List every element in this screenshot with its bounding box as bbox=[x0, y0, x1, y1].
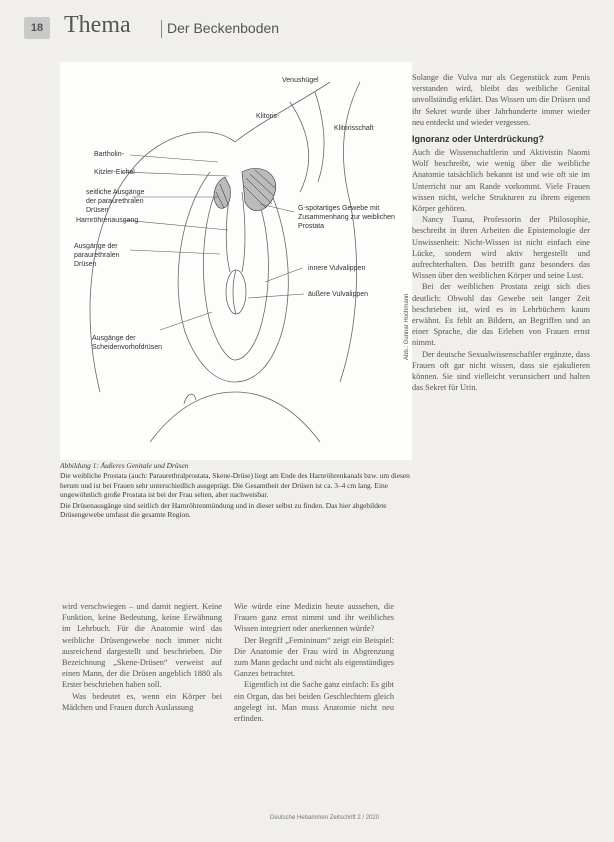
figure-label-kitzler-eichel: Kitzler-Eichel bbox=[94, 169, 135, 176]
body-column-left bbox=[62, 601, 222, 713]
page-footer: Deutsche Hebammen Zeitschrift 2 / 2020 bbox=[270, 815, 380, 821]
figure-label-druesenausgaenge: Ausgänge der Scheidenvorhofdrüsen bbox=[92, 335, 163, 351]
figure-label-bartholin: Bartholin- bbox=[94, 151, 124, 158]
caption-paragraph: Die weibliche Prostata (auch: Paraurethralprostata, Skene-Drüse) liegt am Ende des Harnröhrenkanals bzw. um diesen herum und ist bei Frauen sehr unterschiedlich ausgeprägt. Die Gesamtheit der Drüsen ist ca. 3–4 cm lang. Eine ungewöhnlich große Prostata ist bei der Frau selten, aber nachweisbar. bbox=[60, 471, 410, 500]
body-paragraph: Was bedeutet es, wenn ein Körper bei Mädchen und Frauen durch Auslassung bbox=[62, 691, 222, 712]
subheading: Ignoranz oder Unterdrückung? bbox=[412, 134, 545, 145]
body-paragraph: Eigentlich ist die Sache ganz einfach: Es gibt ein Organ, das bei beiden Geschlechtern gleich angelegt ist. Man muss Anatomie nicht neu erfinden. bbox=[234, 680, 394, 724]
caption-title: Abbildung 1: Äußeres Genitale und Drüsen bbox=[60, 461, 189, 470]
figure-label-innere-labien: innere Vulvalippen bbox=[308, 265, 366, 272]
header-divider bbox=[161, 20, 162, 38]
body-paragraph: Auch die Wissenschaftlerin und Aktivistin Naomi Wolf beschreibt, wie wenig über die weibliche Anatomie tatsächlich bekannt ist und wie oft sie im Unterricht nur am Rande vorkommt. Viele Frauen wissen nicht, welche Strukturen zu ihrem eigenen Körper gehören. bbox=[412, 148, 590, 214]
body-paragraph: Wie würde eine Medizin heute aussehen, die Frauen ganz ernst nimmt und ihr weibliches Wissen integriert oder anerkennen würde? bbox=[234, 602, 394, 634]
body-paragraph: Der Begriff „Femininum“ zeigt ein Beispiel: Die Anatomie der Frau wird in Abgrenzung zum Mann gedacht und nicht als eigenständiges Ganzes betrachtet. bbox=[234, 635, 394, 679]
page-number: 18 bbox=[24, 17, 50, 39]
body-paragraph: Nancy Tuana, Professorin der Philosophie, beschreibt in ihren Arbeiten die Epistemologie der Unwissenheit: Nicht-Wissen ist nicht einfach eine Lücke, sondern wird aktiv hergestellt und aufrechterhalten. Das betrifft ganz besonders das Wissen über den weiblichen Körper und seine Lust. bbox=[412, 215, 590, 281]
anatomy-figure bbox=[60, 62, 412, 460]
section-subtitle: Der Beckenboden bbox=[167, 20, 280, 36]
figure-label-klitoris: Klitoris- bbox=[256, 113, 280, 120]
body-paragraph: wird verschwiegen – und damit negiert. Keine Funktion, keine Bedeutung, keine Erwähnung im Lehrbuch. Für die Anatomie wird das weibliche Drüsengewebe noch immer nicht ausreichend dargestellt und beschrieben. Die Bezeichnung „Skene-Drüsen“ verweist auf einen Mann, der die Drüsen angeblich 1880 als Erster beschrieben haben soll. bbox=[62, 602, 222, 690]
figure-label-vagina: Klitorisschaft bbox=[334, 125, 374, 132]
figure-label-clitoris-top: Venushügel bbox=[282, 77, 319, 84]
figure-label-g-punkt: G-spotartiges Gewebe mit Zusammenhang zur weiblichen Prostata bbox=[298, 205, 395, 230]
page-header bbox=[14, 14, 604, 44]
body-column-right bbox=[412, 72, 590, 393]
figure-label-scheide-eingang: Ausgänge der paraurethralen Drüsen bbox=[74, 243, 120, 268]
section-title: Thema bbox=[64, 12, 131, 38]
body-paragraph: Der deutsche Sexualwissenschaftler ergänzte, dass Frauen oft gar nicht wissen, dass sie ejakulieren können. Sie sind vielleicht verunsichert und halten das Sekret für Urin. bbox=[412, 349, 590, 393]
body-paragraph: Bei der weiblichen Prostata zeigt sich dies deutlich: Obwohl das Gewebe seit langer Zeit beschrieben ist, wird es in Lehrbüchern kaum erwähnt. Es fehlt an Bildern, an Begriffen und an einer Sprache, die das Erleben von Frauen ernst nimmt. bbox=[412, 282, 590, 348]
figure-label-ausgang-druesen: seitliche Ausgänge der paraurethralen Drüsen bbox=[86, 189, 145, 214]
figure-caption bbox=[60, 461, 412, 520]
figure-label-harnroehre: Harnröhrenausgang bbox=[76, 217, 139, 224]
figure-label-aeussere-labien: äußere Vulvalippen bbox=[308, 291, 369, 298]
caption-paragraph: Die Drüsenausgänge sind seitlich der Harnröhrenmündung und in dieser selbst zu finden. Das hier abgebildete Drüsengewebe umfasst die gesamte Region. bbox=[60, 500, 387, 520]
body-paragraph: Solange die Vulva nur als Gegenstück zum Penis verstanden wird, bleibt das weibliche Genital unvollständig erklärt. Das Wissen um die Drüsen und ihr Sekret wurde über Jahrhunderte immer wieder neu entdeckt und wieder vergessen. bbox=[412, 73, 590, 127]
body-column-middle bbox=[234, 601, 394, 724]
figure-credit: Abb.: Gunnar Hochmann bbox=[404, 293, 410, 360]
